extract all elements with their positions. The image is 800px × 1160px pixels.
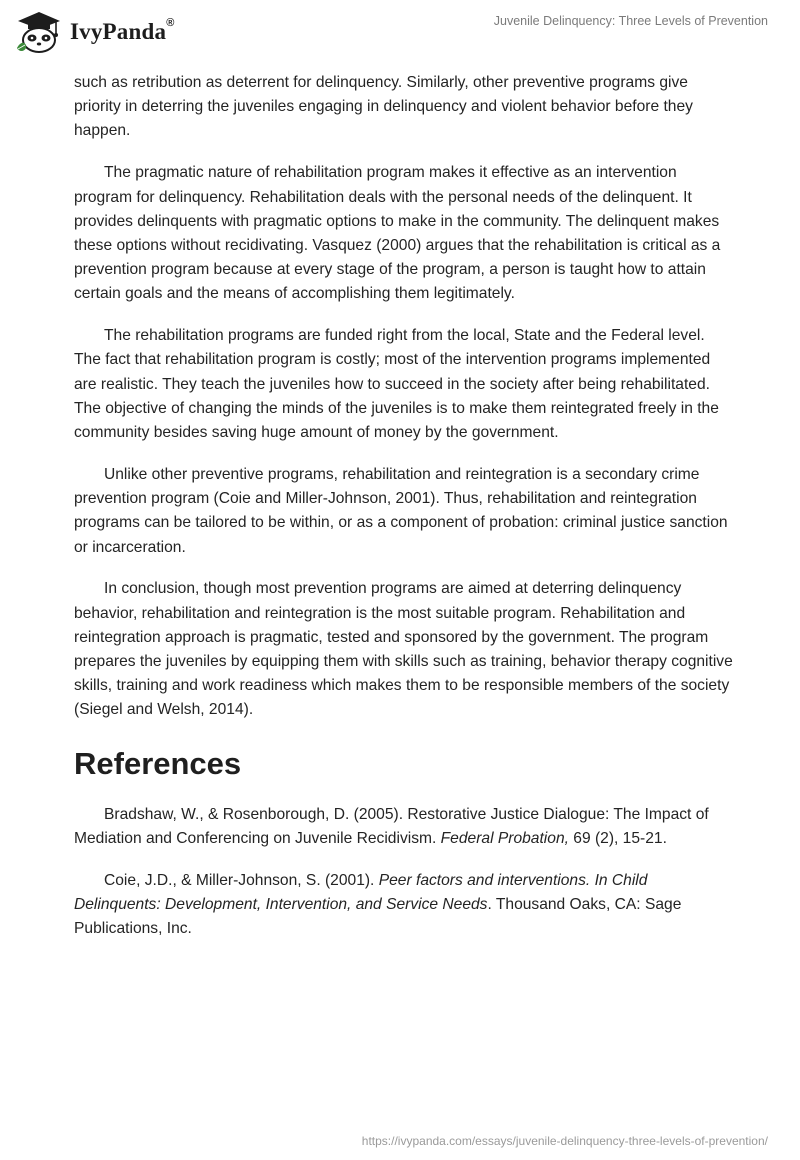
brand-name: IvyPanda® [70, 17, 175, 44]
paragraph: The rehabilitation programs are funded right from the local, State and the Federal level. The fact that rehabilitation program is costly; most of the intervention programs implemented are realistic. They teach the juveniles how to succeed in the society after being rehabilitated. The objective of changing the minds of the juveniles is to make them reintegrated freely in the community besides saving huge amount of money by the government. [74, 327, 719, 442]
references-heading: References [74, 745, 242, 781]
ivypanda-logo[interactable] [14, 10, 175, 54]
paragraph: In conclusion, though most prevention programs are aimed at deterring delinquency behavior, rehabilitation and reintegration is the most suitable program. Rehabilitation and reintegration approach is pragmatic, tested and sponsored by the government. The program prepares the juveniles by equipping them with skills such as training, behavior therapy cognitive skills, training and work readiness which makes them to be responsible members of the society (Siegel and Welsh, 2014). [74, 580, 733, 719]
reference-item: Bradshaw, W., & Rosenborough, D. (2005). Restorative Justice Dialogue: The Impact of Mediation and Conferencing on Juvenile Recidivism. Federal Probation, 69 (2), 15-21. [74, 805, 709, 847]
document-title: Juvenile Delinquency: Three Levels of Prevention [493, 14, 768, 28]
reference-item: Coie, J.D., & Miller-Johnson, S. (2001). Peer factors and interventions. In Child Delinquents: Development, Intervention, and Service Needs. Thousand Oaks, CA: Sage Publications, Inc. [74, 871, 682, 938]
panda-graduate-icon [14, 10, 64, 54]
paragraph: The pragmatic nature of rehabilitation program makes it effective as an intervention program for delinquency. Rehabilitation deals with the personal needs of the delinquent. It provides delinquents with pragmatic options to make in the community. The delinquent makes these options without recidivating. Vasquez (2000) argues that the rehabilitation is critical as a prevention program because at every stage of the program, a person is taught how to attain certain goals and the means of accomplishing them legitimately. [74, 164, 721, 303]
paragraph: Unlike other preventive programs, rehabilitation and reintegration is a secondary crime prevention program (Coie and Miller-Johnson, 2001). Thus, rehabilitation and reintegration programs can be tailored to be within, or as a component of probation: criminal justice sanction or incarceration. [74, 465, 728, 556]
paragraph-continuation: such as retribution as deterrent for delinquency. Similarly, other preventive programs give priority in deterring the juveniles engaging in delinquency and violent behavior before they happen. [74, 74, 693, 140]
page-header [0, 0, 800, 70]
source-url[interactable]: https://ivypanda.com/essays/juvenile-delinquency-three-levels-of-prevention/ [361, 1134, 768, 1148]
article-body [74, 71, 734, 959]
